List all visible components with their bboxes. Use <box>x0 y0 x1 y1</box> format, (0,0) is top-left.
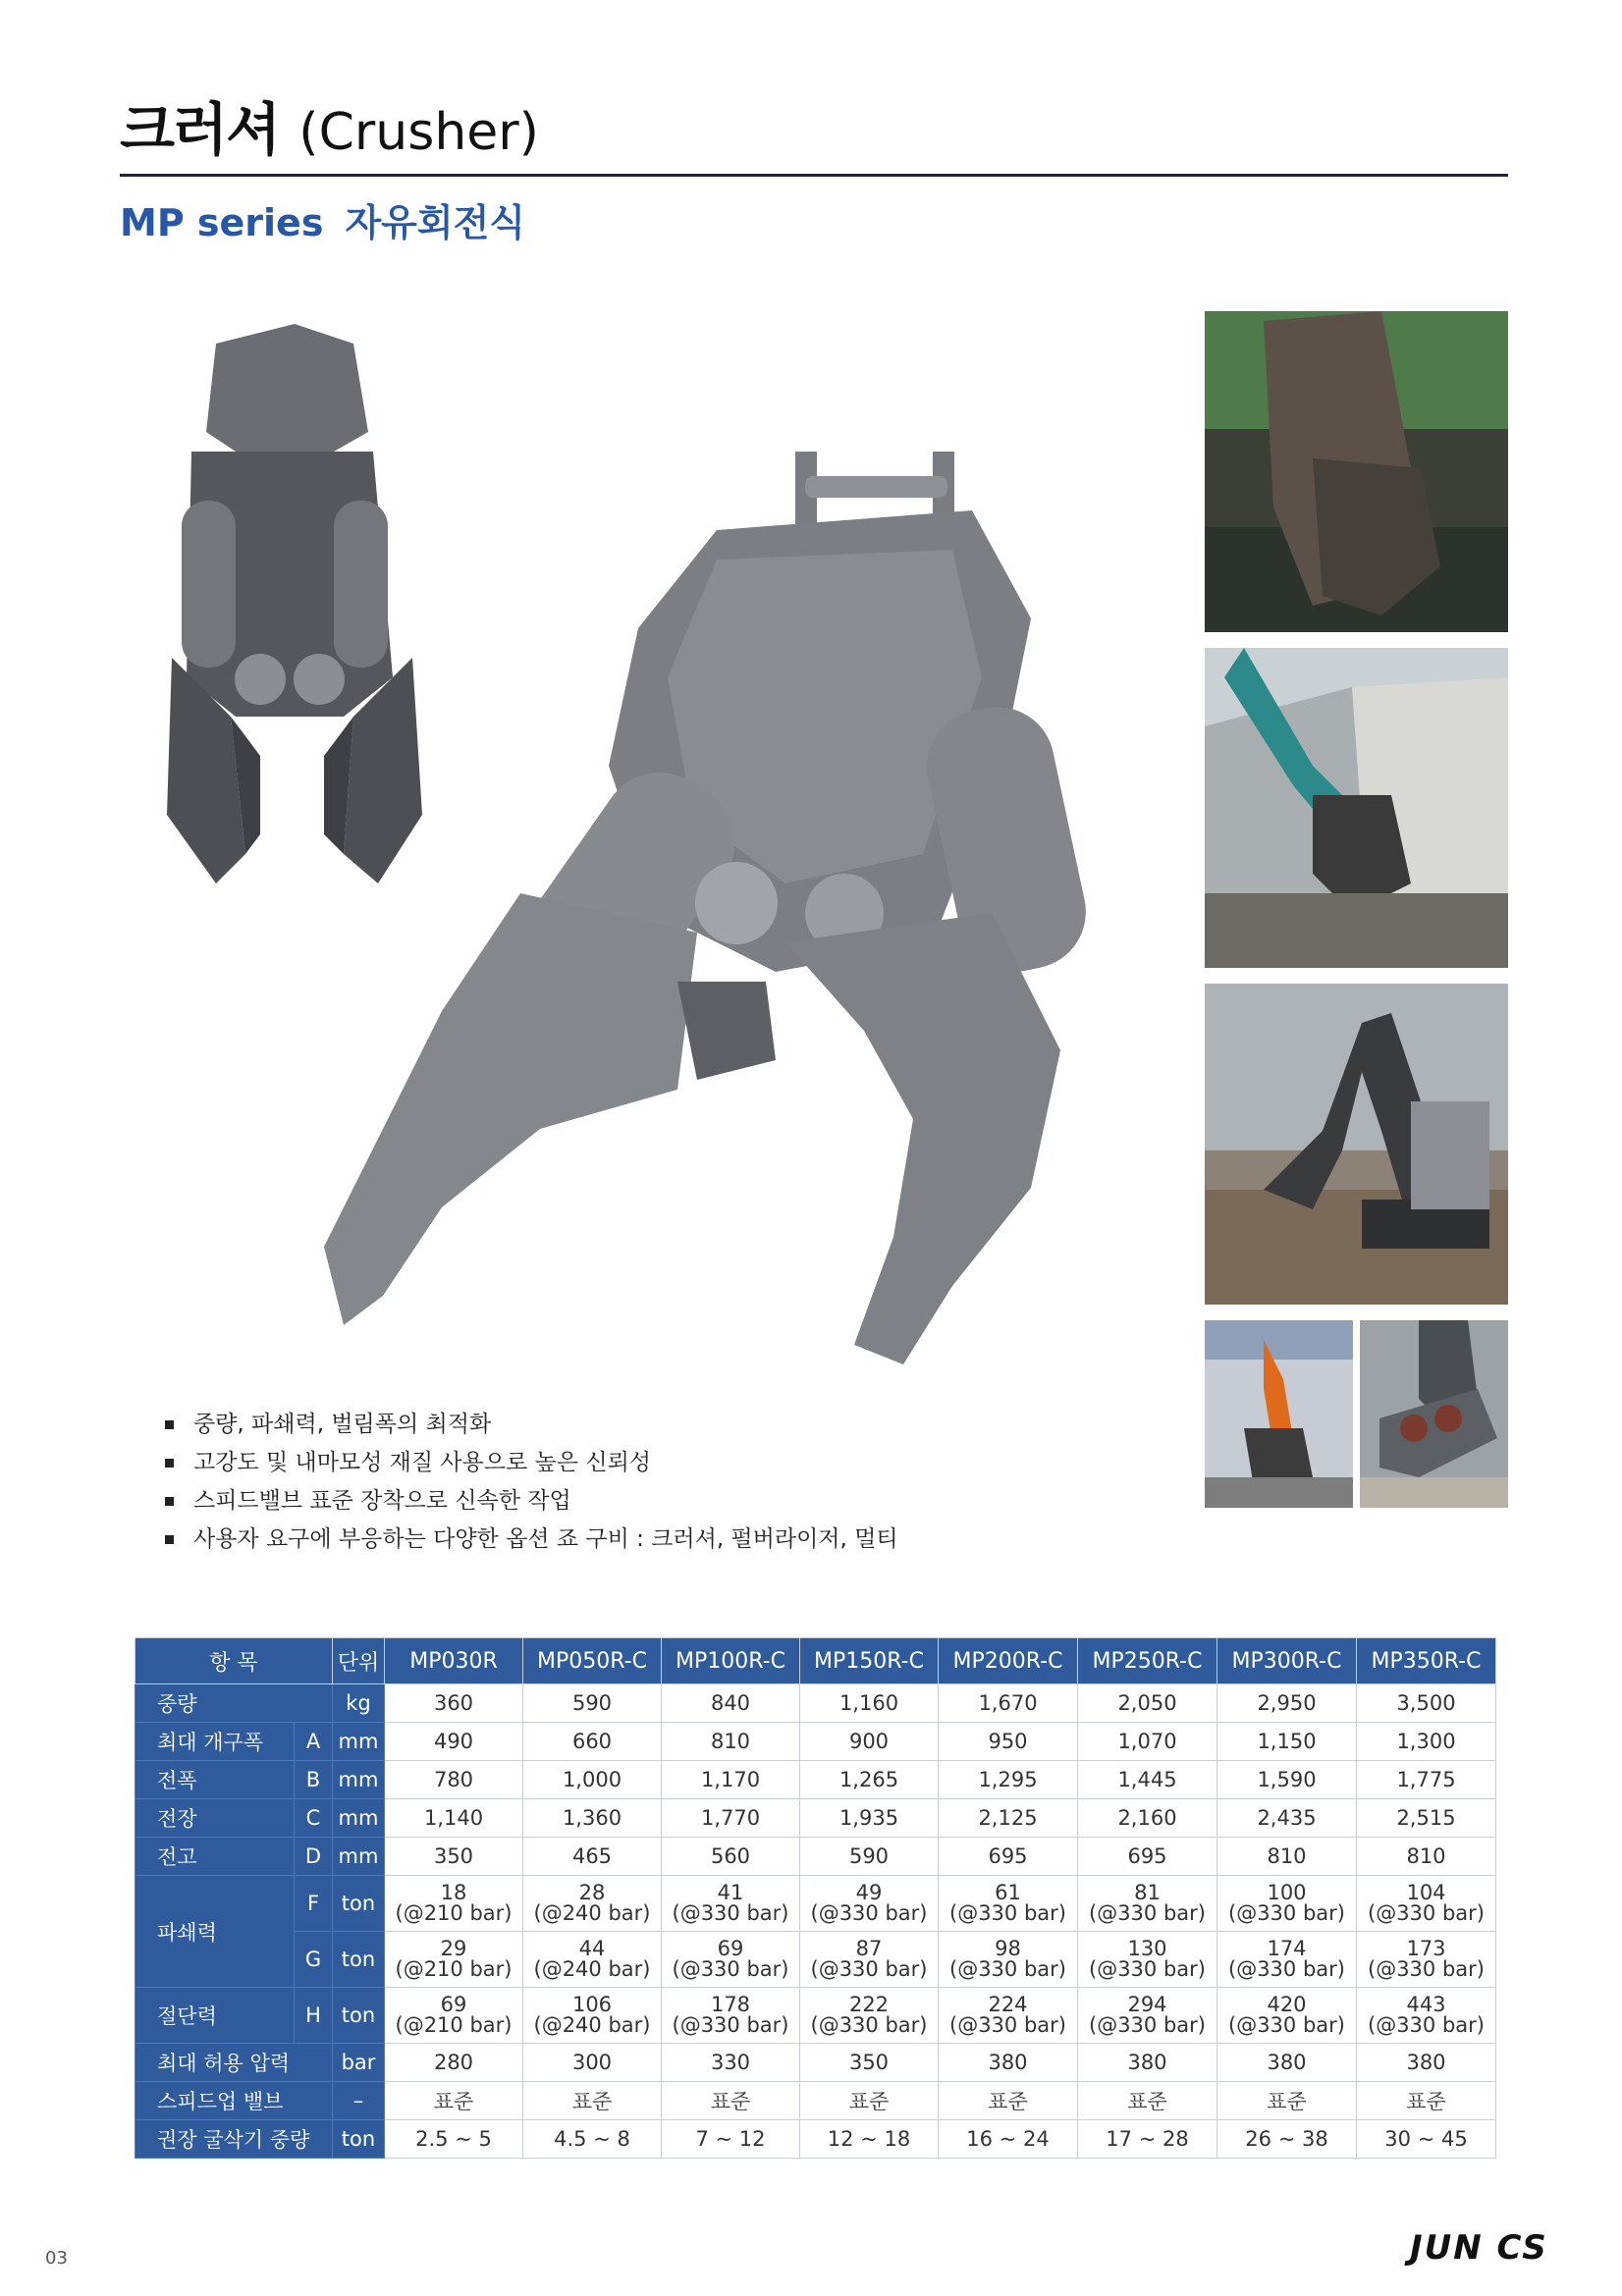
table-cell: 173 (@330 bar) <box>1357 1932 1496 1988</box>
row-letter: D <box>295 1838 333 1876</box>
series-subtitle <box>120 200 525 245</box>
table-cell: 1,070 <box>1078 1723 1217 1761</box>
spec-header-row <box>135 1638 1496 1684</box>
table-cell: 1,770 <box>662 1799 800 1838</box>
row-weight <box>135 1684 1496 1723</box>
row-crushing-f <box>135 1876 1496 1932</box>
row-label: 파쇄력 <box>135 1876 295 1988</box>
field-photo-5 <box>1360 1320 1508 1508</box>
table-cell: 695 <box>939 1838 1078 1876</box>
table-cell: 1,300 <box>1357 1723 1496 1761</box>
row-letter: F <box>295 1876 333 1932</box>
table-cell: 222 (@330 bar) <box>800 1988 939 2044</box>
row-max-opening <box>135 1723 1496 1761</box>
table-cell: 1,775 <box>1357 1761 1496 1799</box>
row-letter: A <box>295 1723 333 1761</box>
row-unit: ton <box>333 1988 385 2044</box>
table-cell: 900 <box>800 1723 939 1761</box>
table-cell: 174 (@330 bar) <box>1217 1932 1357 1988</box>
row-crushing-g <box>135 1932 1496 1988</box>
row-excavator-weight <box>135 2120 1496 2159</box>
row-letter: C <box>295 1799 333 1838</box>
row-height <box>135 1838 1496 1876</box>
table-cell: 560 <box>662 1838 800 1876</box>
table-cell: 178 (@330 bar) <box>662 1988 800 2044</box>
feature-item: 고강도 및 내마모성 재질 사용으로 높은 신뢰성 <box>165 1444 898 1482</box>
table-cell: 30 ~ 45 <box>1357 2120 1496 2159</box>
table-cell: 1,150 <box>1217 1723 1357 1761</box>
table-cell: 18 (@210 bar) <box>385 1876 523 1932</box>
table-cell: 표준 <box>800 2082 939 2120</box>
table-cell: 61 (@330 bar) <box>939 1876 1078 1932</box>
row-label: 중량 <box>135 1684 333 1723</box>
table-cell: 81 (@330 bar) <box>1078 1876 1217 1932</box>
table-cell: 106 (@240 bar) <box>523 1988 662 2044</box>
table-cell: 1,265 <box>800 1761 939 1799</box>
table-cell: 98 (@330 bar) <box>939 1932 1078 1988</box>
table-cell: 69 (@210 bar) <box>385 1988 523 2044</box>
table-cell: 87 (@330 bar) <box>800 1932 939 1988</box>
row-label: 최대 개구폭 <box>135 1723 295 1761</box>
feature-item: 중량, 파쇄력, 벌림폭의 최적화 <box>165 1406 898 1444</box>
table-cell: 2,950 <box>1217 1684 1357 1723</box>
row-unit: mm <box>333 1761 385 1799</box>
feature-item: 사용자 요구에 부응하는 다양한 옵션 죠 구비 : 크러셔, 펄버라이저, 멀티 <box>165 1521 898 1559</box>
table-cell: 810 <box>662 1723 800 1761</box>
table-cell: 41 (@330 bar) <box>662 1876 800 1932</box>
model-header: MP200R-C <box>939 1638 1078 1684</box>
table-cell: 표준 <box>1357 2082 1496 2120</box>
large-crusher-image <box>324 452 1090 1364</box>
row-label: 스피드업 밸브 <box>135 2082 333 2120</box>
table-cell: 44 (@240 bar) <box>523 1932 662 1988</box>
row-letter: B <box>295 1761 333 1799</box>
table-cell: 12 ~ 18 <box>800 2120 939 2159</box>
table-cell: 표준 <box>523 2082 662 2120</box>
row-unit: kg <box>333 1684 385 1723</box>
row-label: 절단력 <box>135 1988 295 2044</box>
table-cell: 100 (@330 bar) <box>1217 1876 1357 1932</box>
field-photo-3 <box>1205 984 1508 1305</box>
table-cell: 380 <box>1217 2044 1357 2082</box>
row-label: 전폭 <box>135 1761 295 1799</box>
row-unit: bar <box>333 2044 385 2082</box>
table-cell: 7 ~ 12 <box>662 2120 800 2159</box>
row-unit: ton <box>333 1876 385 1932</box>
row-letter: H <box>295 1988 333 2044</box>
bullet-icon <box>165 1459 174 1468</box>
table-cell: 840 <box>662 1684 800 1723</box>
table-cell: 17 ~ 28 <box>1078 2120 1217 2159</box>
field-photo-2 <box>1205 648 1508 968</box>
table-cell: 1,170 <box>662 1761 800 1799</box>
bullet-icon <box>165 1420 174 1429</box>
table-cell: 104 (@330 bar) <box>1357 1876 1496 1932</box>
row-length <box>135 1799 1496 1838</box>
table-cell: 1,360 <box>523 1799 662 1838</box>
row-label: 권장 굴삭기 중량 <box>135 2120 333 2159</box>
table-cell: 360 <box>385 1684 523 1723</box>
model-header: MP030R <box>385 1638 523 1684</box>
table-cell: 224 (@330 bar) <box>939 1988 1078 2044</box>
row-letter: G <box>295 1932 333 1988</box>
table-cell: 2,050 <box>1078 1684 1217 1723</box>
model-header: MP150R-C <box>800 1638 939 1684</box>
row-unit: ton <box>333 2120 385 2159</box>
page-number: 03 <box>45 2248 68 2269</box>
table-cell: 380 <box>1357 2044 1496 2082</box>
model-header: MP350R-C <box>1357 1638 1496 1684</box>
row-label: 최대 허용 압력 <box>135 2044 333 2082</box>
table-cell: 26 ~ 38 <box>1217 2120 1357 2159</box>
row-cutting <box>135 1988 1496 2044</box>
field-photo-4 <box>1205 1320 1353 1508</box>
table-cell: 660 <box>523 1723 662 1761</box>
table-cell: 300 <box>523 2044 662 2082</box>
table-cell: 695 <box>1078 1838 1217 1876</box>
model-header: MP100R-C <box>662 1638 800 1684</box>
row-unit: mm <box>333 1799 385 1838</box>
table-cell: 2,125 <box>939 1799 1078 1838</box>
table-cell: 4.5 ~ 8 <box>523 2120 662 2159</box>
row-unit: mm <box>333 1838 385 1876</box>
table-cell: 28 (@240 bar) <box>523 1876 662 1932</box>
header-item: 항 목 <box>135 1638 333 1684</box>
table-cell: 2.5 ~ 5 <box>385 2120 523 2159</box>
table-cell: 280 <box>385 2044 523 2082</box>
table-cell: 294 (@330 bar) <box>1078 1988 1217 2044</box>
table-cell: 950 <box>939 1723 1078 1761</box>
crusher-product-image <box>147 304 1090 1364</box>
title-divider <box>120 174 1508 177</box>
table-cell: 1,445 <box>1078 1761 1217 1799</box>
row-speed-valve <box>135 2082 1496 2120</box>
table-cell: 표준 <box>1217 2082 1357 2120</box>
table-cell: 표준 <box>662 2082 800 2120</box>
table-cell: 표준 <box>385 2082 523 2120</box>
table-cell: 465 <box>523 1838 662 1876</box>
table-cell: 표준 <box>939 2082 1078 2120</box>
small-crusher-image <box>167 324 422 883</box>
table-cell: 590 <box>800 1838 939 1876</box>
table-cell: 2,160 <box>1078 1799 1217 1838</box>
model-header: MP300R-C <box>1217 1638 1357 1684</box>
table-cell: 2,435 <box>1217 1799 1357 1838</box>
bullet-icon <box>165 1535 174 1544</box>
model-header: MP050R-C <box>523 1638 662 1684</box>
row-unit: – <box>333 2082 385 2120</box>
company-logo: JUN CS <box>1410 2228 1548 2268</box>
row-label: 전장 <box>135 1799 295 1838</box>
table-cell: 3,500 <box>1357 1684 1496 1723</box>
table-cell: 380 <box>939 2044 1078 2082</box>
table-cell: 49 (@330 bar) <box>800 1876 939 1932</box>
table-cell: 1,140 <box>385 1799 523 1838</box>
feature-item: 스피드밸브 표준 장착으로 신속한 작업 <box>165 1482 898 1521</box>
title-english: (Crusher) <box>298 103 539 162</box>
table-cell: 350 <box>800 2044 939 2082</box>
series-description: 자유회전식 <box>345 201 525 244</box>
row-label: 전고 <box>135 1838 295 1876</box>
table-cell: 350 <box>385 1838 523 1876</box>
table-cell: 590 <box>523 1684 662 1723</box>
table-cell: 표준 <box>1078 2082 1217 2120</box>
table-cell: 420 (@330 bar) <box>1217 1988 1357 2044</box>
table-cell: 1,590 <box>1217 1761 1357 1799</box>
spec-table <box>135 1637 1496 2159</box>
bullet-icon <box>165 1497 174 1506</box>
series-name: MP series <box>120 201 324 244</box>
table-cell: 380 <box>1078 2044 1217 2082</box>
table-cell: 130 (@330 bar) <box>1078 1932 1217 1988</box>
table-cell: 29 (@210 bar) <box>385 1932 523 1988</box>
table-cell: 69 (@330 bar) <box>662 1932 800 1988</box>
table-cell: 490 <box>385 1723 523 1761</box>
table-cell: 810 <box>1217 1838 1357 1876</box>
row-unit: mm <box>333 1723 385 1761</box>
table-cell: 780 <box>385 1761 523 1799</box>
table-cell: 1,670 <box>939 1684 1078 1723</box>
table-cell: 1,000 <box>523 1761 662 1799</box>
table-cell: 1,935 <box>800 1799 939 1838</box>
field-photo-1 <box>1205 311 1508 632</box>
header-unit: 단위 <box>333 1638 385 1684</box>
table-cell: 443 (@330 bar) <box>1357 1988 1496 2044</box>
feature-list <box>165 1406 898 1559</box>
row-unit: ton <box>333 1932 385 1988</box>
page-title <box>120 98 539 164</box>
row-width <box>135 1761 1496 1799</box>
table-cell: 810 <box>1357 1838 1496 1876</box>
table-cell: 330 <box>662 2044 800 2082</box>
table-cell: 1,160 <box>800 1684 939 1723</box>
model-header: MP250R-C <box>1078 1638 1217 1684</box>
table-cell: 1,295 <box>939 1761 1078 1799</box>
title-korean: 크러셔 <box>120 96 280 163</box>
row-max-pressure <box>135 2044 1496 2082</box>
table-cell: 16 ~ 24 <box>939 2120 1078 2159</box>
table-cell: 2,515 <box>1357 1799 1496 1838</box>
